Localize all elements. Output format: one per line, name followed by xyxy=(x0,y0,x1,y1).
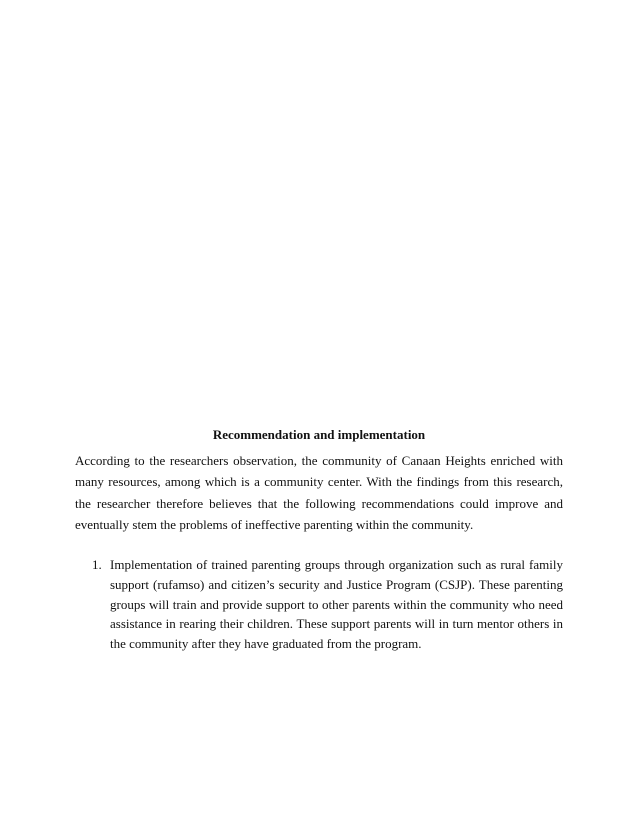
recommendation-list xyxy=(75,555,563,654)
section-heading: Recommendation and implementation xyxy=(212,427,426,442)
list-item xyxy=(75,555,563,654)
list-item-text: Implementation of trained parenting groups through organization such as rural family support (rufamso) and citizen’s security and Justice Program (CSJP). These parenting groups will train and provide support to other parents within the community who need assistance in rearing their children. These support parents will in turn mentor others in the community after they have graduated from the program. xyxy=(110,557,563,652)
list-item-number: 1. xyxy=(92,557,102,572)
intro-paragraph: According to the researchers observation, the community of Canaan Heights enriched with many resources, among which is a community center. With the findings from this research, the researcher therefore believes that the following recommendations could improve and eventually stem the problems of ineffective parenting within the community. xyxy=(75,453,563,532)
